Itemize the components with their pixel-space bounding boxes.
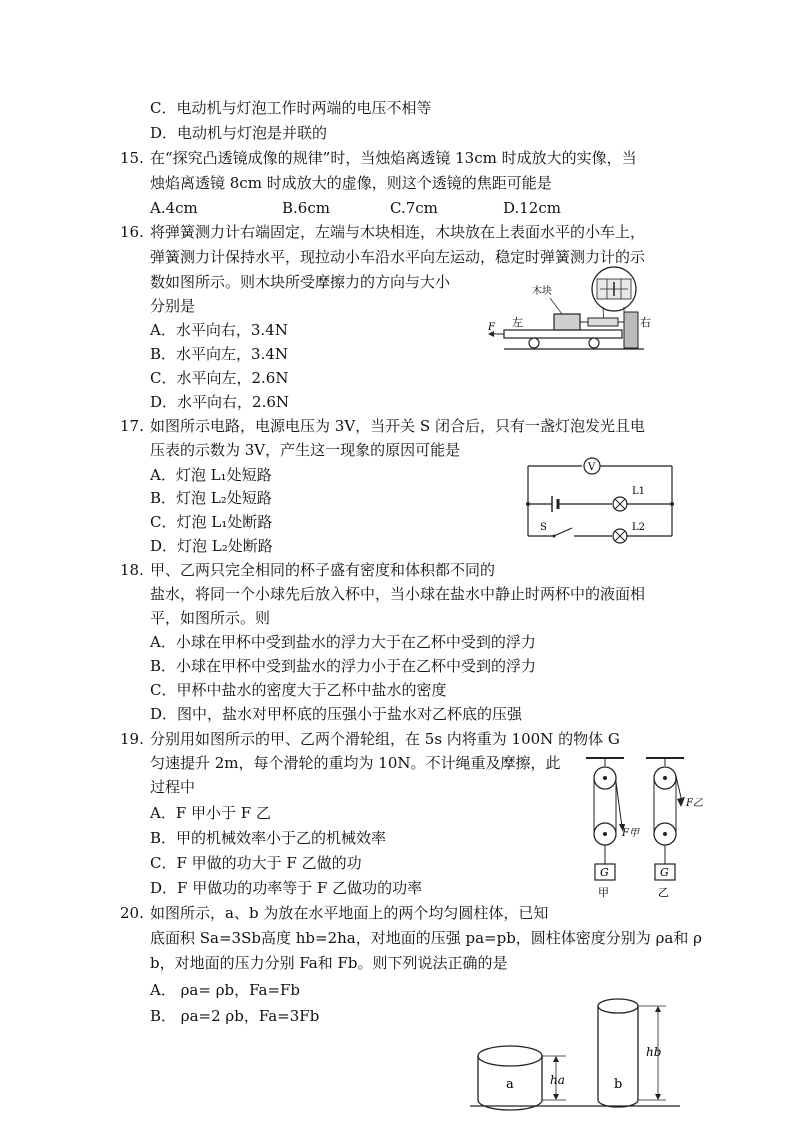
pulley-systems-figure [580,752,710,902]
cylinders-figure [470,994,690,1114]
q18-number: 18. [120,561,144,579]
q20-stem-2: 底面积 Sa=3Sb高度 hb=2ha，对地面的压强 pa=pb，圆柱体密度分别为 ρa和 ρ [150,929,702,947]
q16-stem-3: 数如图所示。则木块所受摩擦力的方向与大小 [150,273,451,291]
q19-stem-2: 匀速提升 2m，每个滑轮的重均为 10N。不计绳重及摩擦，此 [150,754,561,772]
q16-stem-2: 弹簧测力计保持水平，现拉动小车沿水平向左运动，稳定时弹簧测力计的示 [150,248,646,266]
q14-option-d: D．电动机与灯泡是并联的 [150,124,328,142]
q16-number: 16. [120,223,144,241]
q15-option-d: D.12cm [503,199,561,217]
q18-stem-1: 甲、乙两只完全相同的杯子盛有密度和体积都不同的 [150,561,496,579]
cylinder-b-top [598,999,638,1013]
q17-option-c: C．灯泡 L₁处断路 [150,513,273,531]
q15-number: 15. [120,149,144,167]
q15-stem-2: 烛焰离透镜 8cm 时成放大的虚像，则这个透镜的焦距可能是 [150,174,552,192]
q18-option-b: B．小球在甲杯中受到盐水的浮力小于在乙杯中受到的浮力 [150,657,537,675]
q19-stem-1: 分别用如图所示的甲、乙两个滑轮组，在 5s 内将重为 100N 的物体 G [150,730,620,748]
spring-scale [588,318,618,326]
cylinder-a-base [478,1100,542,1110]
q15-option-c: C.7cm [390,199,438,217]
q15-option-a: A.4cm [150,199,198,217]
block-label: 木块 [532,286,552,297]
force-arrow-right [677,797,685,807]
q16-option-c: C．水平向左，2.6N [150,369,289,387]
q17-number: 17. [120,417,144,435]
cylinder-b-label: b [614,1077,623,1092]
cart-body [504,330,622,338]
force-label: F [488,322,495,333]
cart-wheel-left [529,338,539,348]
right-label: 右 [640,316,651,329]
left-label: 左 [512,316,523,329]
q16-stem-4: 分别是 [150,297,196,315]
q19-option-d: D．F 甲做功的功率等于 F 乙做功的功率 [150,879,423,897]
q16-option-a: A．水平向右，3.4N [150,321,288,339]
force-label-left: F甲 [622,828,639,839]
q17-stem-1: 如图所示电路，电源电压为 3V，当开关 S 闭合后，只有一盏灯泡发光且电 [150,417,645,435]
ha-label: ha [550,1073,565,1087]
q18-stem-3: 平，如图所示。则 [150,609,271,627]
q20-option-a: A． ρa= ρb，Fa=Fb [150,981,301,999]
force-label-right: F乙 [686,798,703,809]
cart-spring-scale-figure [484,264,654,356]
q15-option-b: B.6cm [282,199,330,217]
cart-wheel-right [589,338,599,348]
q17-stem-2: 压表的示数为 3V，产生这一现象的原因可能是 [150,441,461,459]
q17-option-a: A．灯泡 L₁处短路 [150,466,272,484]
q18-option-c: C．甲杯中盐水的密度大于乙杯中盐水的密度 [150,681,447,699]
switch-label: S [540,522,547,533]
q16-option-b: B．水平向左，3.4N [150,345,289,363]
q20-option-b: B． ρa=2 ρb，Fa=3Fb [150,1007,320,1025]
q19-stem-3: 过程中 [150,778,196,796]
q17-option-b: B．灯泡 L₂处短路 [150,489,272,507]
q16-option-d: D．水平向右，2.6N [150,393,290,411]
system-jia-label: 甲 [598,886,609,899]
q19-option-b: B．甲的机械效率小于乙的机械效率 [150,829,387,847]
q18-option-a: A．小球在甲杯中受到盐水的浮力大于在乙杯中受到的浮力 [150,633,536,651]
cylinder-a-top [478,1046,542,1066]
circuit-figure [514,454,684,546]
q20-stem-3: b，对地面的压力分别 Fa和 Fb。则下列说法正确的是 [150,954,508,972]
lamp-l1-label: L1 [632,486,646,497]
q19-option-a: A．F 甲小于 F 乙 [150,804,271,822]
fixed-wall [624,312,638,348]
q14-option-c: C．电动机与灯泡工作时两端的电压不相等 [150,99,432,117]
q18-stem-2: 盐水，将同一个小球先后放入杯中，当小球在盐水中静止时两杯中的液面相 [150,585,646,603]
system-yi-label: 乙 [658,886,669,899]
weight-left-label: G [600,866,609,879]
voltmeter-label: V [588,462,596,473]
weight-right-label: G [660,866,669,879]
q20-stem-1: 如图所示，a、b 为放在水平地面上的两个均匀圆柱体，已知 [150,904,549,922]
q19-number: 19. [120,730,144,748]
q19-option-c: C．F 甲做的功大于 F 乙做的功 [150,854,362,872]
cylinder-a-label: a [506,1077,514,1092]
q20-number: 20. [120,904,144,922]
lamp-l2-label: L2 [632,522,646,533]
wooden-block [554,314,580,330]
q16-stem-1: 将弹簧测力计右端固定，左端与木块相连，木块放在上表面水平的小车上， [150,223,646,241]
q18-option-d: D．图中，盐水对甲杯底的压强小于盐水对乙杯底的压强 [150,705,523,723]
q17-option-d: D．灯泡 L₂处断路 [150,537,273,555]
hb-label: hb [646,1045,662,1059]
switch [554,528,572,536]
q15-stem-1: 在“探究凸透镜成像的规律”时，当烛焰离透镜 13cm 时成放大的实像，当 [150,149,637,167]
